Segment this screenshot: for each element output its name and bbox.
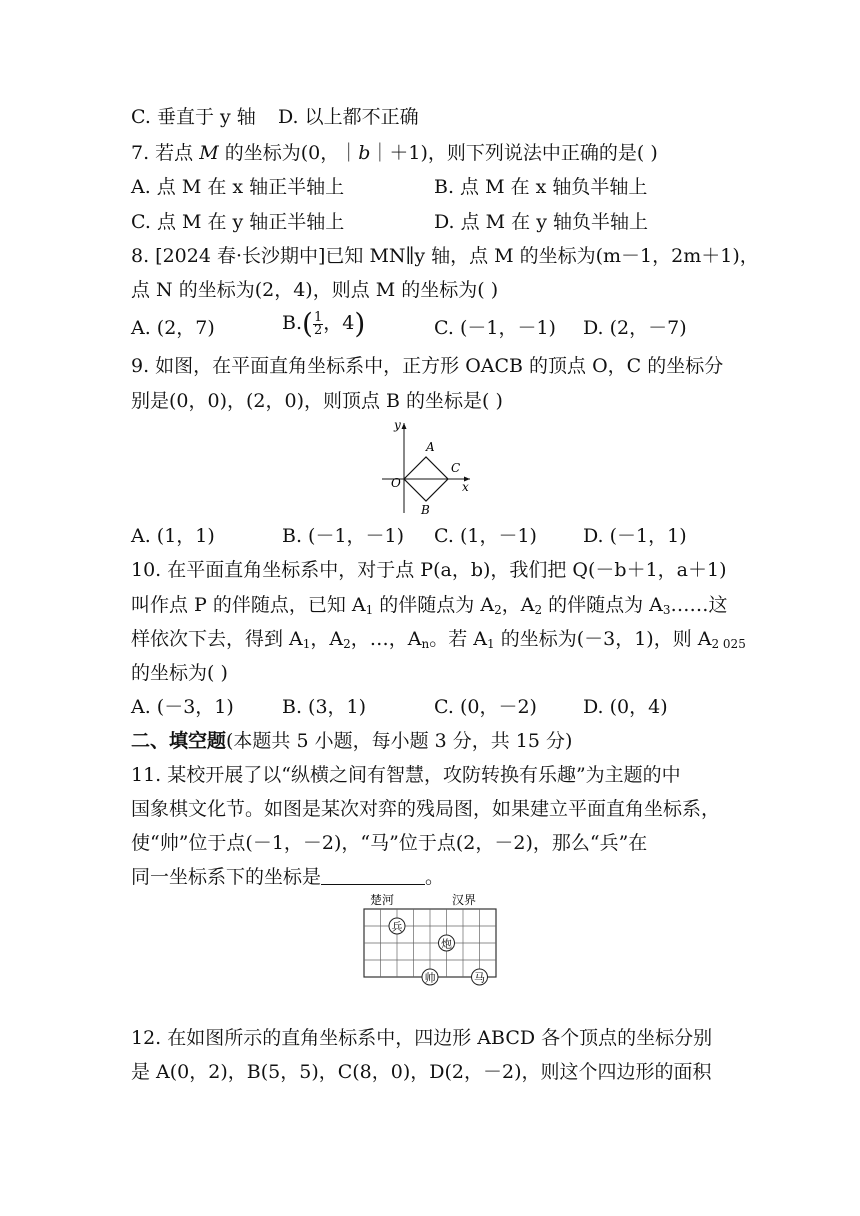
piece-bing (389, 918, 405, 934)
q11-stem-line2: 国象棋文化节。如图是某次对弈的残局图，如果建立平面直角坐标系， (131, 798, 721, 820)
q8-option-a: A. (2，7) (131, 317, 215, 339)
label-o: O (391, 476, 401, 490)
q10-option-d: D. (0，4) (583, 696, 668, 718)
piece-pao (439, 935, 455, 951)
q7-stem: 7. 若点 M 的坐标为(0，｜b｜＋1)，则下列说法中正确的是( ) (131, 142, 658, 164)
q8-option-b: B.( $\frac{1}{2}$ ，4) (282, 307, 366, 340)
q9-option-d: D. (－1，1) (583, 525, 687, 547)
right-paren: ) (354, 307, 366, 340)
fraction: $\frac{1}{2}$ (313, 309, 323, 338)
svg-text:炮: 炮 (441, 937, 452, 951)
q8-option-c: C. (－1，－1) (434, 317, 556, 339)
x-label: x (462, 480, 469, 494)
q7-option-b: B. 点 M 在 x 轴负半轴上 (434, 176, 648, 198)
q10-option-c: C. (0，－2) (434, 696, 537, 718)
q10-stem-line3: 样依次下去，得到 $A_1$，$A_2$，…，$A_n$。若 $A_1$ 的坐标为(－3，1)，则 $A_{2 025}$ (131, 628, 746, 651)
y-label: y (394, 418, 401, 432)
q9-option-b: B. (－1，－1) (282, 525, 405, 547)
q9-option-a: A. (1，1) (131, 525, 215, 547)
q7-option-c: C. 点 M 在 y 轴正半轴上 (131, 211, 345, 233)
q9-stem-line2: 别是(0，0)，(2，0)，则顶点 B 的坐标是( ) (131, 390, 503, 412)
q7-option-d: D. 点 M 在 y 轴负半轴上 (434, 211, 648, 233)
river-label-right: 汉界 (452, 893, 477, 907)
svg-text:马: 马 (474, 971, 485, 985)
q12-stem-line2: 是 A(0，2)，B(5，5)，C(8，0)，D(2，－2)，则这个四边形的面积 (131, 1061, 712, 1083)
q11-stem-line1: 11. 某校开展了以“纵横之间有智慧，攻防转换有乐趣”为主题的中 (131, 764, 681, 786)
label-b: B (421, 503, 430, 517)
q11-stem-line3: 使“帅”位于点(－1，－2)，“马”位于点(2，－2)，那么“兵”在 (131, 832, 648, 854)
q9-square-figure (380, 415, 480, 517)
answer-blank (321, 864, 425, 885)
board-grid (364, 909, 496, 977)
q12-stem-line1: 12. 在如图所示的直角坐标系中，四边形 ABCD 各个顶点的坐标分别 (131, 1027, 713, 1049)
q8-stem-line1: 8. [2024 春·长沙期中]已知 MN∥y 轴，点 M 的坐标为(m－1，2m＋1)， (131, 245, 759, 267)
q9-option-c: C. (1，－1) (434, 525, 537, 547)
q10-stem-line1: 10. 在平面直角坐标系中，对于点 P(a，b)，我们把 Q(－b＋1，a＋1) (131, 559, 727, 581)
section-heading: 二、填空题(本题共 5 小题，每小题 3 分，共 15 分) (131, 730, 573, 752)
piece-ma (472, 969, 488, 985)
q8-stem-line2: 点 N 的坐标为(2，4)，则点 M 的坐标为( ) (131, 279, 499, 301)
label-a: A (426, 440, 435, 454)
q10-option-a: A. (－3，1) (131, 696, 234, 718)
label-c: C (451, 461, 461, 475)
q8-option-d: D. (2，－7) (583, 317, 687, 339)
q10-option-b: B. (3，1) (282, 696, 367, 718)
y-axis-arrow (402, 423, 407, 429)
q7-option-a: A. 点 M 在 x 轴正半轴上 (131, 176, 345, 198)
q10-stem-line2: 叫作点 P 的伴随点，已知 $A_1$ 的伴随点为 $A_2$，$A_2$ 的伴随点为 $A_3\dots\dots$这 (131, 594, 728, 617)
piece-shuai (422, 969, 438, 985)
svg-text:兵: 兵 (391, 920, 403, 934)
q6-option-c: C. 垂直于 y 轴 (131, 106, 256, 128)
river-label-left: 楚河 (370, 893, 395, 907)
q6-option-d: D. 以上都不正确 (278, 106, 419, 128)
left-paren: ( (302, 307, 313, 340)
q9-stem-line1: 9. 如图，在平面直角坐标系中，正方形 OACB 的顶点 O，C 的坐标分 (131, 355, 724, 377)
q10-stem-line4: 的坐标为( ) (131, 662, 228, 684)
chess-board-figure (360, 890, 504, 990)
svg-text:帅: 帅 (424, 971, 436, 985)
q11-stem-line4: 同一坐标系下的坐标是 。 (131, 866, 445, 888)
